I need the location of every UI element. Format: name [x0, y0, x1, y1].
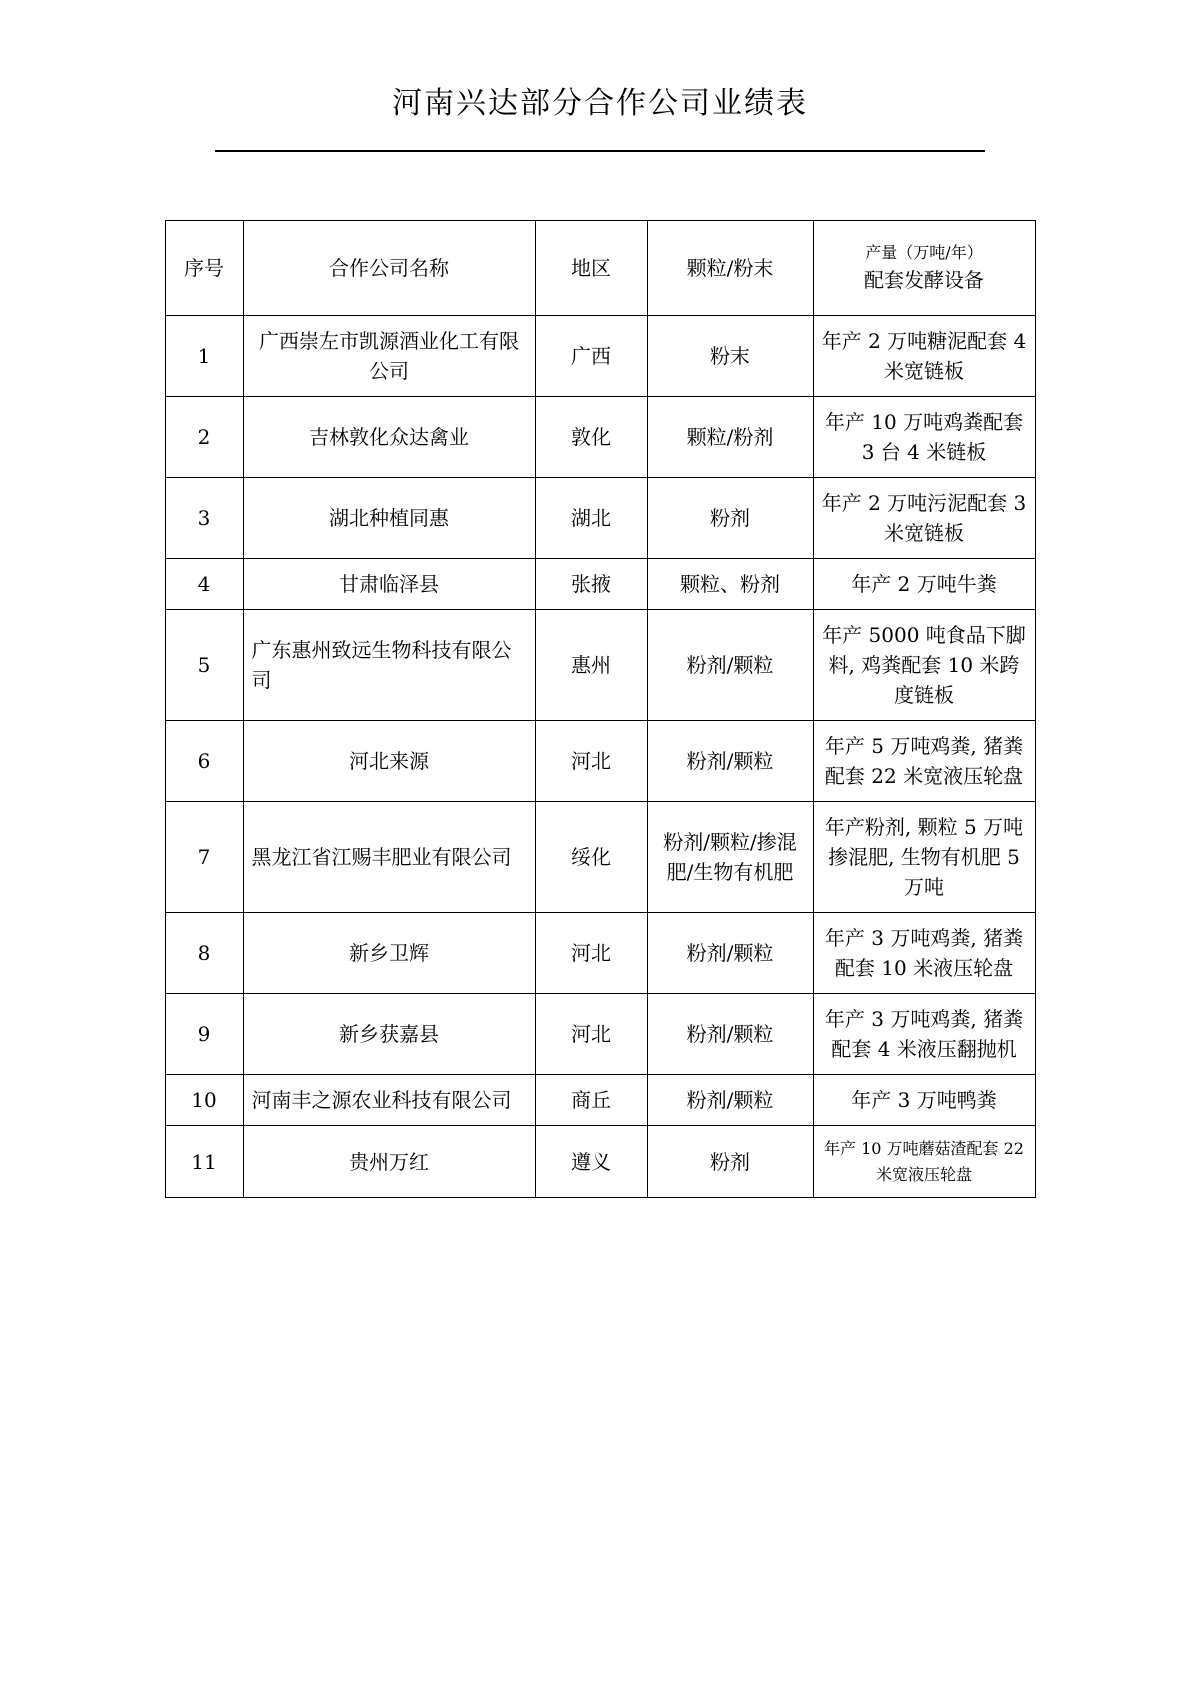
row-region: 湖北: [535, 478, 647, 559]
table-row: [165, 994, 1035, 1075]
row-output-equipment: 年产 10 万吨蘑菇渣配套 22 米宽液压轮盘: [813, 1126, 1035, 1198]
row-region: 绥化: [535, 802, 647, 913]
row-index: 2: [165, 397, 243, 478]
row-company-name: 广西崇左市凯源酒业化工有限公司: [243, 316, 535, 397]
row-index: 10: [165, 1075, 243, 1126]
table-header-row: [165, 221, 1035, 316]
row-region: 遵义: [535, 1126, 647, 1198]
row-product-form: 颗粒/粉剂: [647, 397, 813, 478]
row-product-form: 粉剂/颗粒: [647, 913, 813, 994]
row-company-name: 甘肃临泽县: [243, 559, 535, 610]
page-title: 河南兴达部分合作公司业绩表: [392, 86, 808, 121]
row-output-equipment: 年产 3 万吨鸡粪, 猪粪配套 4 米液压翻抛机: [813, 994, 1035, 1075]
row-output-equipment: 年产粉剂, 颗粒 5 万吨掺混肥, 生物有机肥 5 万吨: [813, 802, 1035, 913]
table-row: [165, 478, 1035, 559]
header-output-equipment: 配套发酵设备: [864, 268, 984, 292]
row-output-equipment: 年产 2 万吨糖泥配套 4 米宽链板: [813, 316, 1035, 397]
table-row: [165, 1075, 1035, 1126]
row-index: 5: [165, 610, 243, 721]
row-region: 河北: [535, 994, 647, 1075]
row-output-equipment: 年产 5000 吨食品下脚料, 鸡粪配套 10 米跨度链板: [813, 610, 1035, 721]
header-index: 序号: [165, 221, 243, 316]
table-row: [165, 610, 1035, 721]
row-product-form: 粉剂/颗粒: [647, 994, 813, 1075]
header-output: [813, 221, 1035, 316]
row-index: 7: [165, 802, 243, 913]
row-index: 4: [165, 559, 243, 610]
table-row: [165, 721, 1035, 802]
row-company-name: 湖北种植同惠: [243, 478, 535, 559]
row-region: 张掖: [535, 559, 647, 610]
row-output-equipment: 年产 3 万吨鸭粪: [813, 1075, 1035, 1126]
header-output-unit: 产量（万吨/年）: [865, 243, 983, 262]
row-product-form: 粉剂: [647, 478, 813, 559]
row-company-name: 贵州万红: [243, 1126, 535, 1198]
row-company-name: 新乡卫辉: [243, 913, 535, 994]
row-region: 商丘: [535, 1075, 647, 1126]
row-output-equipment: 年产 2 万吨污泥配套 3 米宽链板: [813, 478, 1035, 559]
table-row: [165, 1126, 1035, 1198]
table-row: [165, 913, 1035, 994]
header-company: 合作公司名称: [243, 221, 535, 316]
row-product-form: 粉末: [647, 316, 813, 397]
row-index: 1: [165, 316, 243, 397]
row-index: 6: [165, 721, 243, 802]
row-company-name: 新乡获嘉县: [243, 994, 535, 1075]
row-company-name: 吉林敦化众达禽业: [243, 397, 535, 478]
title-divider: [215, 150, 985, 152]
header-region: 地区: [535, 221, 647, 316]
table-row: [165, 316, 1035, 397]
row-product-form: 粉剂/颗粒: [647, 721, 813, 802]
row-company-name: 黑龙江省江赐丰肥业有限公司: [243, 802, 535, 913]
row-company-name: 河南丰之源农业科技有限公司: [243, 1075, 535, 1126]
row-company-name: 河北来源: [243, 721, 535, 802]
row-product-form: 粉剂: [647, 1126, 813, 1198]
row-product-form: 粉剂/颗粒: [647, 1075, 813, 1126]
row-output-equipment: 年产 2 万吨牛粪: [813, 559, 1035, 610]
row-region: 惠州: [535, 610, 647, 721]
table-row: [165, 802, 1035, 913]
row-index: 8: [165, 913, 243, 994]
header-form: 颗粒/粉末: [647, 221, 813, 316]
row-product-form: 颗粒、粉剂: [647, 559, 813, 610]
row-product-form: 粉剂/颗粒: [647, 610, 813, 721]
row-output-equipment: 年产 5 万吨鸡粪, 猪粪配套 22 米宽液压轮盘: [813, 721, 1035, 802]
row-region: 敦化: [535, 397, 647, 478]
row-region: 河北: [535, 721, 647, 802]
row-index: 3: [165, 478, 243, 559]
table-body: [165, 316, 1035, 1198]
table-row: [165, 559, 1035, 610]
performance-table: [165, 220, 1036, 1198]
row-product-form: 粉剂/颗粒/掺混肥/生物有机肥: [647, 802, 813, 913]
table-row: [165, 397, 1035, 478]
row-region: 河北: [535, 913, 647, 994]
row-output-equipment: 年产 3 万吨鸡粪, 猪粪配套 10 米液压轮盘: [813, 913, 1035, 994]
row-company-name: 广东惠州致远生物科技有限公司: [243, 610, 535, 721]
row-output-equipment: 年产 10 万吨鸡粪配套 3 台 4 米链板: [813, 397, 1035, 478]
row-index: 9: [165, 994, 243, 1075]
row-index: 11: [165, 1126, 243, 1198]
row-region: 广西: [535, 316, 647, 397]
